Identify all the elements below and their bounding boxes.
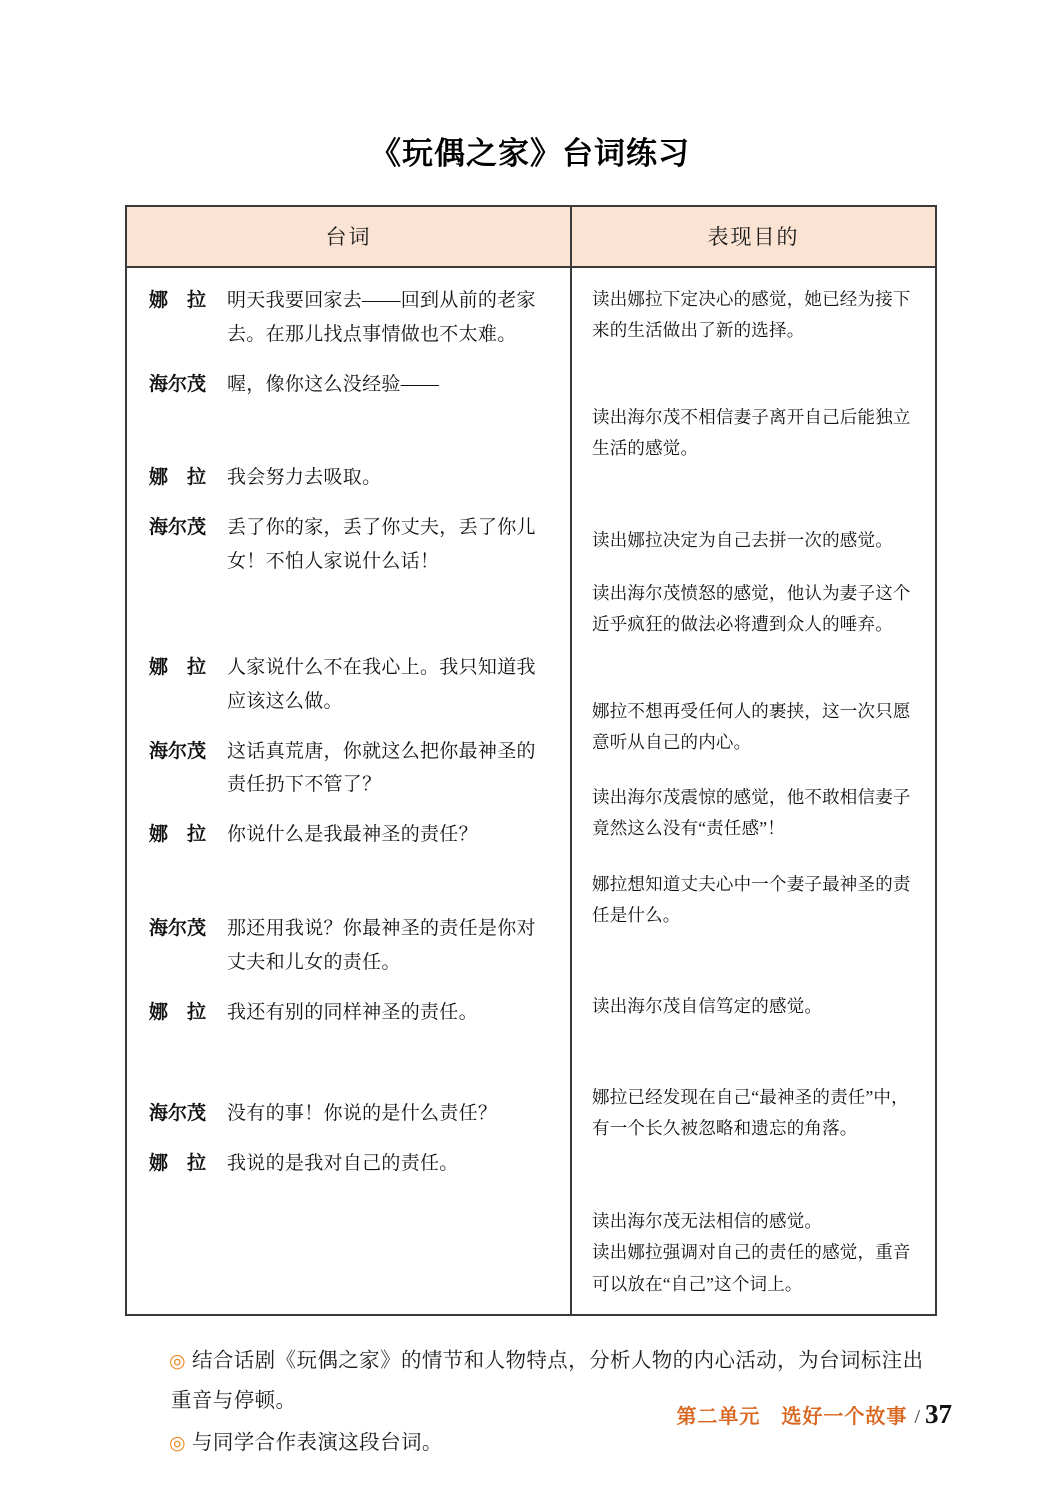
note-text: 结合话剧《玩偶之家》的情节和人物特点，分析人物的内心活动，为台词标注出重音与停顿。 xyxy=(171,1349,924,1412)
purpose-spacer xyxy=(592,861,917,869)
dialog-line xyxy=(149,461,552,495)
dialog-line xyxy=(149,1097,552,1131)
speech-text: 明天我要回家去——回到从前的老家去。在那儿找点事情做也不太难。 xyxy=(227,290,536,345)
bullet-icon: ◎ xyxy=(169,1350,186,1372)
speaker-name: 娜 拉 xyxy=(149,467,207,489)
speaker-name: 娜 拉 xyxy=(149,824,207,846)
purpose-text: 读出娜拉强调对自己的责任的感觉，重音可以放在“自己”这个词上。 xyxy=(592,1242,911,1294)
purpose-spacer xyxy=(592,774,917,782)
speech-text: 丢了你的家，丢了你丈夫，丢了你儿女！不怕人家说什么话！ xyxy=(227,517,536,573)
speech-text: 这话真荒唐，你就这么把你最神圣的责任扔下不管了？ xyxy=(227,740,536,796)
dialog-line xyxy=(149,368,552,402)
speaker-name: 娜 拉 xyxy=(149,656,207,678)
line-spacer xyxy=(149,595,552,651)
table-body-row xyxy=(126,267,936,1315)
dialog-line xyxy=(149,284,552,352)
purpose-spacer xyxy=(592,656,917,696)
purpose-text: 读出海尔茂自信笃定的感觉。 xyxy=(592,995,823,1016)
speaker-name: 娜 拉 xyxy=(149,1001,207,1023)
line-spacer xyxy=(149,417,552,461)
column-header-lines: 台词 xyxy=(126,206,571,267)
footer-unit-label: 第二单元 选好一个故事 xyxy=(676,1406,908,1428)
speech-text: 没有的事！你说的是什么责任？ xyxy=(227,1103,498,1125)
page-title: 《玩偶之家》台词练习 xyxy=(370,136,690,171)
dialog-line xyxy=(149,651,552,719)
bullet-icon: ◎ xyxy=(169,1432,186,1454)
table-header-row xyxy=(126,206,936,267)
purpose-text: 娜拉已经发现在自己“最神圣的责任”中，有一个长久被忽略和遗忘的角落。 xyxy=(592,1086,909,1139)
speaker-name: 娜 拉 xyxy=(149,1153,207,1175)
lines-cell xyxy=(126,267,571,1315)
page-footer xyxy=(676,1399,952,1430)
speaker-name: 海尔茂 xyxy=(149,517,207,539)
purpose-text: 读出海尔茂不相信妻子离开自己后能独立生活的感觉。 xyxy=(592,407,911,459)
purpose-text: 读出海尔茂愤怒的感觉，他认为妻子这个近乎疯狂的做法必将遭到众人的唾弃。 xyxy=(592,582,911,634)
column-header-purpose: 表现目的 xyxy=(571,206,936,267)
dialog-line xyxy=(149,1147,552,1181)
speech-text: 我说的是我对自己的责任。 xyxy=(227,1153,459,1175)
footer-separator: / xyxy=(914,1406,920,1428)
line-spacer xyxy=(149,1197,552,1231)
purpose-spacer xyxy=(592,1160,917,1206)
speaker-name: 娜 拉 xyxy=(149,290,207,311)
purpose-text: 读出娜拉下定决心的感觉，她已经为接下来的生活做出了新的选择。 xyxy=(592,289,911,341)
speech-text: 我还有别的同样神圣的责任。 xyxy=(227,1001,478,1023)
dialog-table-wrapper xyxy=(125,205,935,1316)
speaker-name: 海尔茂 xyxy=(149,1103,207,1125)
purpose-spacer xyxy=(592,1038,917,1082)
purpose-text: 读出娜拉决定为自己去拼一次的感觉。 xyxy=(592,529,893,550)
purpose-text: 读出海尔茂无法相信的感觉。 xyxy=(592,1211,823,1232)
purpose-text: 娜拉想知道丈夫心中一个妻子最神圣的责任是什么。 xyxy=(592,873,911,925)
speech-text: 人家说什么不在我心上。我只知道我应该这么做。 xyxy=(227,656,536,712)
purpose-spacer xyxy=(592,481,917,525)
dialog-table xyxy=(125,205,937,1316)
page-number: 37 xyxy=(925,1399,952,1429)
speech-text: 我会努力去吸取。 xyxy=(227,467,382,489)
purpose-text: 娜拉不想再受任何人的裹挟，这一次只愿意听从自己的内心。 xyxy=(592,700,911,753)
speech-text: 喔，像你这么没经验—— xyxy=(227,373,440,395)
dialog-line xyxy=(149,996,552,1030)
speech-text: 那还用我说？你最神圣的责任是你对丈夫和儿女的责任。 xyxy=(227,917,536,973)
note-text: 与同学合作表演这段台词。 xyxy=(191,1431,443,1454)
speaker-name: 海尔茂 xyxy=(149,917,207,939)
purpose-text: 读出海尔茂震惊的感觉，他不敢相信妻子竟然这么没有“责任感”！ xyxy=(592,787,911,839)
purpose-spacer xyxy=(592,362,917,402)
dialog-line xyxy=(149,818,552,852)
dialog-line xyxy=(149,511,552,579)
line-spacer xyxy=(149,1045,552,1097)
purpose-cell xyxy=(571,267,936,1315)
dialog-line xyxy=(149,912,552,980)
speaker-name: 海尔茂 xyxy=(149,740,207,762)
speaker-name: 海尔茂 xyxy=(149,373,207,395)
dialog-line xyxy=(149,735,552,803)
speech-text: 你说什么是我最神圣的责任？ xyxy=(227,824,478,846)
line-spacer xyxy=(149,868,552,912)
purpose-spacer xyxy=(592,947,917,991)
